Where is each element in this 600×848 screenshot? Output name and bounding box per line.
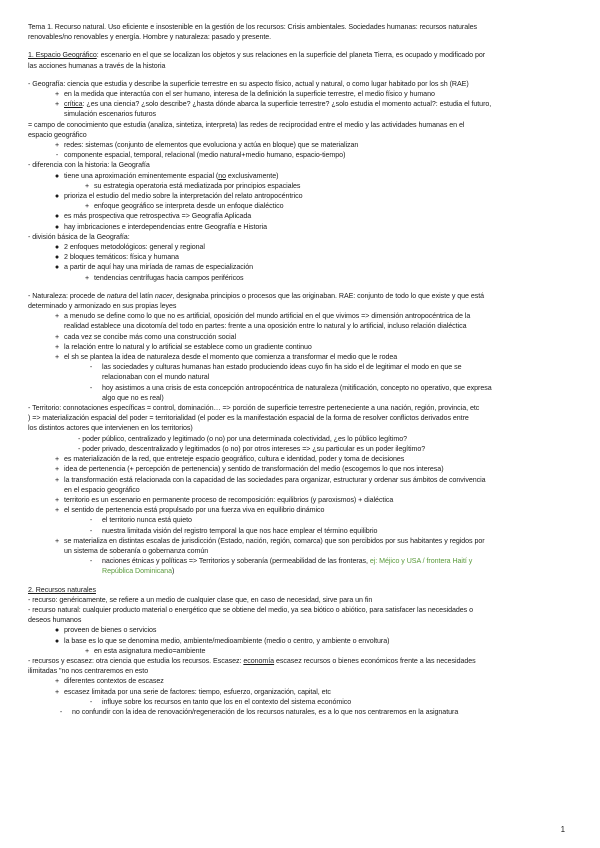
- territorio-definition: - Territorio: connotaciones específicas = control, dominación… => porción de superficie terrestre perteneciente a una nación, región, provincia, etc: [28, 404, 480, 413]
- section-1-heading-rest: : escenario en el que se localizan los objetos y sus relaciones en la superficie del planeta Tierra, es ocupado y modificado por: [96, 51, 486, 60]
- naturaleza-definition-line-2: determinado y armonizado en sus propias leyes: [28, 302, 177, 311]
- campo-line-2: espacio geográfico: [28, 130, 87, 139]
- list-item: - las sociedades y culturas humanas han estado produciendo ideas cuyo fin ha sido el de legitimar el modo en que se: [28, 362, 580, 372]
- dash-bullet-icon: -: [89, 363, 93, 372]
- dot-bullet-icon: ●: [54, 192, 60, 201]
- plus-bullet-icon: +: [54, 495, 60, 504]
- list-item: ● proveen de bienes o servicios: [28, 625, 580, 635]
- recurso-natural-definition: - recurso natural: cualquier producto material o energético que se obtiene del medio, ya sea biótico o abiótico, para satisfacer las necesidades o: [28, 605, 473, 614]
- example-text: República Dominicana: [102, 567, 172, 576]
- plus-bullet-icon: +: [54, 536, 60, 545]
- list-item: ● prioriza el estudio del medio sobre la interpretación del relato antropocéntrico: [28, 191, 580, 201]
- list-item: + la transformación está relacionada con la capacidad de las sociedades para organizar, estructurar y ordenar sus ámbitos de convivencia: [28, 475, 580, 485]
- recurso-definition: - recurso: genéricamente, se refiere a un medio de cualquier clase que, en caso de necesidad, sirve para un fin: [28, 595, 373, 604]
- critica-label: crítica: [64, 100, 83, 109]
- list-item: + escasez limitada por una serie de factores: tiempo, esfuerzo, organización, capital, etc: [28, 687, 580, 697]
- plus-bullet-icon: +: [54, 677, 60, 686]
- plus-bullet-icon: +: [84, 202, 90, 211]
- list-item: + el sh se plantea la idea de naturaleza desde el momento que comienza a transformar el medio que le rodea: [28, 352, 580, 362]
- division-heading: - división básica de la Geografía:: [28, 232, 130, 241]
- escasez-definition-line-2: ilimitadas "no nos centraremos en esto: [28, 667, 149, 676]
- list-item: - no confundir con la idea de renovación/regeneración de los recursos naturales, es a lo que nos centraremos en la asignatura: [28, 707, 580, 717]
- poder-privado: - poder privado, descentralizado y legitimados (o no) por otros intereses => ¿su particular es un poder ilegítimo?: [78, 444, 426, 453]
- recurso-natural-definition-line-2: deseos humanos: [28, 616, 82, 625]
- section-1-heading-line-2: las acciones humanas a través de la historia: [28, 61, 166, 70]
- plus-bullet-icon: +: [54, 312, 60, 321]
- list-item: + redes: sistemas (conjunto de elementos que evoluciona y actúa en bloque) que se materializan: [28, 140, 580, 150]
- list-item: ● tiene una aproximación eminentemente espacial (no exclusivamente): [28, 171, 580, 181]
- list-item: + es materialización de la red, que entreteje espacio geográfico, cultura e identidad, poder y toma de decisiones: [28, 454, 580, 464]
- plus-bullet-icon: +: [54, 455, 60, 464]
- list-item: - componente espacial, temporal, relacional (medio natural+medio humano, espacio-tiempo): [28, 150, 580, 160]
- dash-bullet-icon: -: [89, 516, 93, 525]
- section-1-heading-line: [28, 50, 580, 60]
- list-item: + en esta asignatura medio=ambiente: [28, 646, 580, 656]
- dot-bullet-icon: ●: [54, 212, 60, 221]
- list-item-continuation: simulación escenarios futuros: [64, 110, 156, 119]
- section-2-heading: 2. Recursos naturales: [28, 585, 96, 594]
- list-item-continuation: realidad establece una dicotomía del todo en partes: frente a una oposición entre lo natural y lo artificial, incluso relación dialéctica: [64, 322, 467, 331]
- list-item-continuation: en el espacio geográfico: [64, 485, 140, 494]
- escasez-definition: - recursos y escasez: otra ciencia que estudia los recursos. Escasez: economía escasez recursos o bienes económicos frente a las necesidades: [28, 656, 476, 665]
- list-item: + cada vez se concibe más como una construcción social: [28, 332, 580, 342]
- list-item: + diferentes contextos de escasez: [28, 676, 580, 686]
- list-item: - influye sobre los recursos en tanto que los en el contexto del sistema económico: [28, 697, 580, 707]
- list-item: + idea de pertenencia (+ percepción de pertenencia) y sentido de transformación del medio (escogemos lo que nos interesa): [28, 464, 580, 474]
- list-item: - naciones étnicas y políticas => Territorios y soberanía (permeabilidad de las fronteras, ej: Méjico y USA / frontera Haití y: [28, 556, 580, 566]
- plus-bullet-icon: +: [54, 475, 60, 484]
- list-item: ● es más prospectiva que retrospectiva => Geografía Aplicada: [28, 211, 580, 221]
- list-item-continuation: relacionaban con el mundo natural: [102, 373, 210, 382]
- plus-bullet-icon: +: [54, 353, 60, 362]
- list-item-continuation: un sistema de soberanía o gobernanza común: [64, 546, 209, 555]
- list-item-continuation: República Dominicana): [102, 567, 175, 576]
- dot-bullet-icon: ●: [54, 243, 60, 252]
- list-item: ● hay imbricaciones e interdependencias entre Geografía e Historia: [28, 222, 580, 232]
- document-body: [28, 22, 580, 717]
- example-text: ej: Méjico y USA / frontera Haití y: [369, 557, 473, 566]
- plus-bullet-icon: +: [54, 465, 60, 474]
- list-item: + crítica: ¿es una ciencia? ¿solo describe? ¿hasta dónde abarca la superficie terrestre? ¿solo estudia el momento actual?: estudia el futuro,: [28, 99, 580, 109]
- list-item: + su estrategia operatoria está mediatizada por principios espaciales: [28, 181, 580, 191]
- territorio-definition-line-3: los distintos actores que intervienen en los territorios): [28, 424, 193, 433]
- section-1-heading: 1. Espacio Geográfico: [28, 51, 97, 60]
- plus-bullet-icon: +: [84, 646, 90, 655]
- dot-bullet-icon: ●: [54, 253, 60, 262]
- campo-line-1: = campo de conocimiento que estudia (analiza, sintetiza, interpreta) las redes de reciprocidad entre el medio y las actividades humanas en el: [28, 120, 465, 129]
- list-item: ● la base es lo que se denomina medio, ambiente/medioambiente (medio o centro, y ambiente o envoltura): [28, 636, 580, 646]
- plus-bullet-icon: +: [54, 141, 60, 149]
- poder-publico: - poder público, centralizado y legitimado (o no) por una determinada colectividad, ¿es lo público legítimo?: [78, 434, 407, 443]
- list-item: ● 2 enfoques metodológicos: general y regional: [28, 242, 580, 252]
- list-item: + el sentido de pertenencia está propulsado por una fuerza viva en equilibrio dinámico: [28, 505, 580, 515]
- dash-bullet-icon: -: [59, 707, 63, 716]
- dot-bullet-icon: ●: [54, 636, 60, 645]
- dash-bullet-icon: -: [89, 526, 93, 535]
- plus-bullet-icon: +: [54, 687, 60, 696]
- list-item-continuation: algo que no es real): [102, 393, 164, 402]
- dot-bullet-icon: ●: [54, 626, 60, 635]
- list-item: - nuestra limitada visión del registro temporal la que nos hace emplear el término equilibrio: [28, 526, 580, 536]
- list-item: ● a partir de aquí hay una miríada de ramas de especialización: [28, 262, 580, 272]
- plus-bullet-icon: +: [54, 342, 60, 351]
- plus-bullet-icon: +: [84, 181, 90, 190]
- section-2-heading-line: [28, 585, 580, 595]
- diferencia-heading: - diferencia con la historia: la Geografía: [28, 161, 150, 170]
- list-item: - hoy asistimos a una crisis de esta concepción antropocéntrica de naturaleza (mitificación, concepto no operativo, que expresa: [28, 383, 580, 393]
- plus-bullet-icon: +: [54, 506, 60, 515]
- list-item: + la relación entre lo natural y lo artificial se establece como un gradiente continuo: [28, 342, 580, 352]
- page-number: 1: [560, 825, 565, 834]
- doc-title-line-1: Tema 1. Recurso natural. Uso eficiente e insostenible en la gestión de los recursos: Crisis ambientales. Sociedades humanas: recursos naturales: [28, 23, 478, 31]
- geografia-definition: - Geografía: ciencia que estudia y describe la superficie terrestre en su aspecto físico, actual y natural, o como lugar habitado por los sh (RAE): [28, 79, 469, 88]
- doc-title-line-2: renovables/no renovables y energía. Hombre y naturaleza: pasado y presente.: [28, 33, 272, 42]
- plus-bullet-icon: +: [84, 273, 90, 282]
- list-item: + tendencias centrífugas hacia campos periféricos: [28, 273, 580, 283]
- dot-bullet-icon: ●: [54, 263, 60, 272]
- list-item: + a menudo se define como lo que no es artificial, oposición del mundo artificial en el que vivimos => dimensión antropocéntrica de la: [28, 311, 580, 321]
- territorio-definition-line-2: ) => materialización espacial del poder = territorialidad (el poder es la manifestación espacial de la forma de resolver conflictos derivados entre: [28, 414, 469, 423]
- plus-bullet-icon: +: [54, 100, 60, 109]
- naturaleza-definition: - Naturaleza: procede de natura del latín nacer, designaba principios o procesos que las originaban. RAE: conjunto de todo lo que existe y que está: [28, 291, 485, 300]
- dash-bullet-icon: -: [89, 557, 93, 566]
- dot-bullet-icon: ●: [54, 171, 60, 180]
- list-item: - el territorio nunca está quieto: [28, 515, 580, 525]
- dash-bullet-icon: -: [89, 697, 93, 706]
- dash-bullet-icon: -: [55, 151, 59, 160]
- dash-bullet-icon: -: [89, 383, 93, 392]
- list-item: ● 2 bloques temáticos: física y humana: [28, 252, 580, 262]
- list-item: + enfoque geográfico se interpreta desde un enfoque dialéctico: [28, 201, 580, 211]
- plus-bullet-icon: +: [54, 89, 60, 98]
- list-item: + en la medida que interactúa con el ser humano, interesa de la definición la superficie terrestre, el medio físico y humano: [28, 89, 580, 99]
- plus-bullet-icon: +: [54, 332, 60, 341]
- list-item: + territorio es un escenario en permanente proceso de recomposición: equilibrios (y paroxismos) + dialéctica: [28, 495, 580, 505]
- list-item: + se materializa en distintas escalas de jurisdicción (Estado, nación, región, comarca) que son percibidos por sus habitantes y regidos por: [28, 536, 580, 546]
- dot-bullet-icon: ●: [54, 222, 60, 231]
